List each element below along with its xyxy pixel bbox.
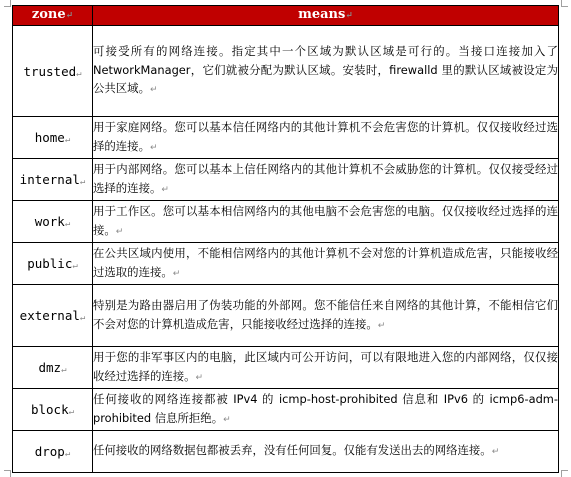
header-means: means↵ — [93, 6, 559, 26]
zone-name: work↵ — [13, 201, 93, 243]
zone-description: 任何接收的网络连接都被 IPv4 的 icmp-host-prohibited 信息和 IPv6 的 icmp6-adm-prohibited 信息所拒绝。↵ — [93, 389, 559, 431]
zone-name: dmz↵ — [13, 347, 93, 389]
zone-description: 特别是为路由器启用了伪装功能的外部网。您不能信任来自网络的其他计算，不能相信它们不会对您的计算机造成危害，只能接收经过选择的连接。↵ — [93, 285, 559, 347]
table-row — [13, 431, 559, 473]
page-corner-mark — [561, 0, 568, 7]
table-row — [13, 285, 559, 347]
zone-name: home↵ — [13, 117, 93, 159]
table-row — [13, 347, 559, 389]
zone-description: 用于内部网络。您可以基本上信任网络内的其他计算机不会威胁您的计算机。仅仅接受经过选择的连接。↵ — [93, 159, 559, 201]
zone-name: internal↵ — [13, 159, 93, 201]
zone-description: 在公共区域内使用，不能相信网络内的其他计算机不会对您的计算机造成危害，只能接收经过选取的连接。↵ — [93, 243, 559, 285]
table-header-row — [13, 6, 559, 26]
page-corner-mark — [4, 470, 11, 477]
table-row — [13, 389, 559, 431]
zone-description: 任何接收的网络数据包都被丢弃，没有任何回复。仅能有发送出去的网络连接。↵ — [93, 431, 559, 473]
table-row — [13, 26, 559, 117]
zone-description: 可接受所有的网络连接。指定其中一个区域为默认区域是可行的。当接口连接加入了 NetworkManager，它们就被分配为默认区域。安装时，firewalld 里的默认区域被设定为公共区域。↵ — [93, 26, 559, 117]
header-zone: zone↵ — [13, 6, 93, 26]
page-corner-mark — [4, 0, 11, 7]
table-row — [13, 243, 559, 285]
page-corner-mark — [561, 470, 568, 477]
zone-description: 用于您的非军事区内的电脑，此区域内可公开访问，可以有限地进入您的内部网络，仅仅接收经过选择的连接。↵ — [93, 347, 559, 389]
firewalld-zones-table — [12, 5, 559, 473]
zone-name: drop↵ — [13, 431, 93, 473]
table-row — [13, 117, 559, 159]
zone-name: block↵ — [13, 389, 93, 431]
zone-name: external↵ — [13, 285, 93, 347]
zone-name: public↵ — [13, 243, 93, 285]
table-row — [13, 159, 559, 201]
zone-description: 用于家庭网络。您可以基本信任网络内的其他计算机不会危害您的计算机。仅仅接收经过选择的连接。↵ — [93, 117, 559, 159]
zone-name: trusted↵ — [13, 26, 93, 117]
zone-description: 用于工作区。您可以基本相信网络内的其他电脑不会危害您的电脑。仅仅接收经过选择的连接。↵ — [93, 201, 559, 243]
table-row — [13, 201, 559, 243]
